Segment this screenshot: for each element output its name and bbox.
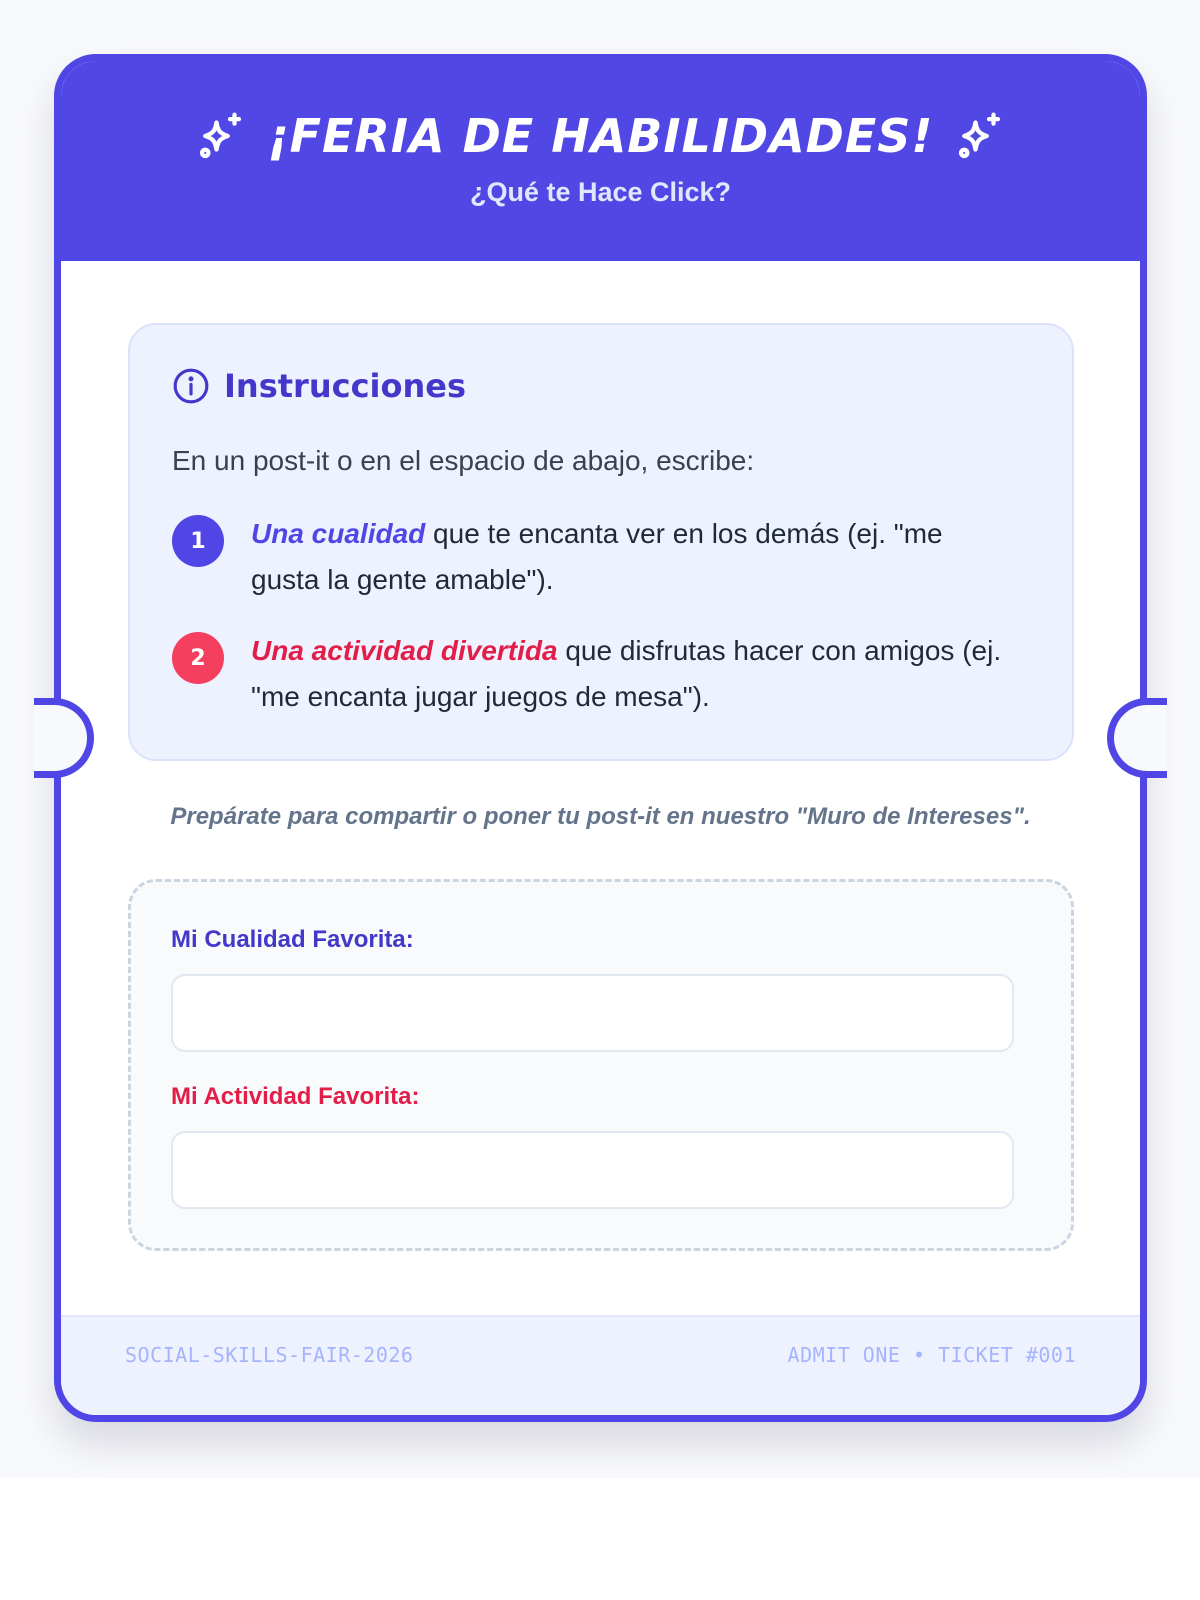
step-highlight: Una cualidad (251, 518, 426, 549)
ticket-card (54, 54, 1147, 1422)
page-title: ¡FERIA DE HABILIDADES! (267, 109, 934, 163)
event-code: SOCIAL-SKILLS-FAIR-2026 (125, 1343, 414, 1367)
answer-form (128, 879, 1074, 1251)
instructions-intro: En un post-it o en el espacio de abajo, escribe: (172, 445, 755, 476)
page-subtitle: ¿Qué te Hace Click? (469, 177, 732, 207)
step-description: que disfrutas hacer con amigos (ej. "me encanta jugar juegos de mesa"). (251, 635, 1002, 712)
activity-input[interactable] (171, 1131, 1014, 1209)
step-text (251, 511, 1012, 603)
step-quality (172, 511, 1012, 603)
info-icon (172, 367, 210, 405)
ticket-footer (61, 1315, 1140, 1422)
step-number-badge: 1 (172, 515, 224, 567)
instructions-title: Instrucciones (224, 367, 467, 405)
step-number-badge: 2 (172, 632, 224, 684)
sparkles-icon (953, 109, 1007, 163)
title-row (61, 109, 1140, 163)
quality-input[interactable] (171, 974, 1014, 1052)
step-activity (172, 628, 1012, 720)
instructions-panel (128, 323, 1074, 761)
step-text (251, 628, 1012, 720)
step-description: que te encanta ver en los demás (ej. "me gusta la gente amable"). (251, 518, 943, 595)
ticket-header (61, 61, 1140, 261)
activity-label: Mi Actividad Favorita: (171, 1083, 420, 1110)
sparkles-icon (194, 109, 248, 163)
instructions-heading (172, 367, 466, 405)
quality-label: Mi Cualidad Favorita: (171, 926, 414, 953)
step-highlight: Una actividad divertida (251, 635, 558, 666)
ticket-number: ADMIT ONE • TICKET #001 (787, 1343, 1076, 1367)
share-note: Prepárate para compartir o poner tu post-it en nuestro "Muro de Intereses". (170, 803, 1031, 830)
